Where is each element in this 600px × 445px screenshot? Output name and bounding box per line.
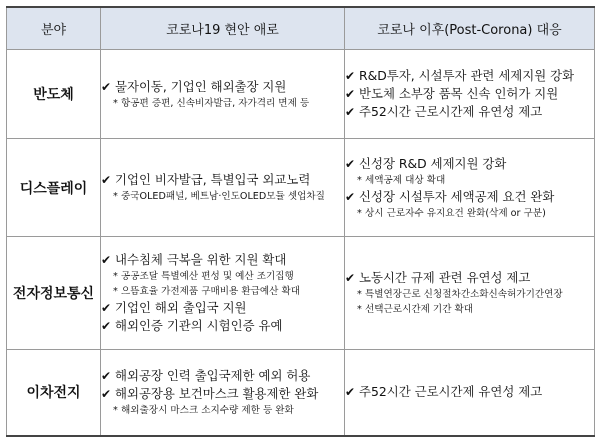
check-icon: ✔ bbox=[345, 156, 356, 171]
check-icon: ✔ bbox=[101, 368, 112, 383]
bullet-item bbox=[345, 103, 594, 121]
sector-label: 디스플레이 bbox=[7, 139, 101, 237]
item-text: 중국OLED패널, 베트남·인도OLED모듈 셋업차질 bbox=[121, 191, 325, 202]
item-text: 물자이동, 기업인 해외출장 지원 bbox=[115, 78, 287, 94]
sector-label: 전자정보통신 bbox=[7, 237, 101, 350]
item-text: 신성장 시설투자 세액공제 요건 완화 bbox=[359, 188, 555, 204]
asterisk-icon: * bbox=[113, 191, 118, 202]
header-row bbox=[7, 7, 595, 50]
item-text: 세액공제 대상 확대 bbox=[365, 174, 446, 186]
bullet-item bbox=[345, 67, 594, 85]
item-text: 반도체 소부장 품목 신속 인허가 지원 bbox=[359, 86, 559, 101]
issues-cell bbox=[101, 139, 345, 237]
item-text: 특별연장근로 신청절차간소화신속허가기간연장 bbox=[365, 289, 563, 300]
item-text: 신성장 R&D 세제지원 강화 bbox=[359, 155, 507, 171]
item-text: 해외인증 기관의 시험인증 유예 bbox=[115, 318, 283, 333]
check-icon: ✔ bbox=[101, 253, 112, 267]
bullet-item bbox=[345, 85, 594, 103]
item-text: 해외공장 인력 출입국제한 예외 허용 bbox=[115, 367, 311, 383]
bullet-item bbox=[101, 317, 344, 335]
check-icon: ✔ bbox=[345, 189, 356, 204]
table-row bbox=[7, 237, 595, 350]
issues-cell bbox=[101, 237, 345, 350]
asterisk-icon: * bbox=[113, 97, 118, 109]
bullet-item bbox=[101, 78, 344, 96]
item-text: 공공조달 특별예산 편성 및 예산 조기집행 bbox=[121, 271, 294, 282]
item-text: R&D투자, 시설투자 관련 세제지원 강화 bbox=[359, 68, 575, 83]
table-row bbox=[7, 350, 595, 436]
responses-cell bbox=[345, 350, 595, 436]
sub-item bbox=[101, 403, 344, 418]
asterisk-icon: * bbox=[357, 207, 362, 219]
sub-item bbox=[101, 284, 344, 299]
sub-item bbox=[345, 206, 594, 221]
item-text: 해외출장시 마스크 소지수량 제한 등 완화 bbox=[121, 404, 294, 416]
sector-label: 반도체 bbox=[7, 50, 101, 139]
responses-cell bbox=[345, 50, 595, 139]
asterisk-icon: * bbox=[113, 404, 118, 416]
item-text: 기업인 비자발급, 특별입국 외교노력 bbox=[115, 172, 311, 187]
asterisk-icon: * bbox=[357, 174, 362, 186]
item-text: 선택근로시간제 기간 확대 bbox=[365, 304, 474, 315]
item-text: 주52시간 근로시간제 유연성 제고 bbox=[359, 384, 543, 400]
responses-cell bbox=[345, 237, 595, 350]
item-text: 주52시간 근로시간제 유연성 제고 bbox=[359, 104, 543, 119]
bullet-item bbox=[101, 385, 344, 403]
check-icon: ✔ bbox=[101, 386, 112, 401]
sub-item bbox=[101, 96, 344, 111]
header-sector: 분야 bbox=[7, 7, 101, 50]
bullet-item bbox=[345, 383, 594, 401]
sector-label: 이차전지 bbox=[7, 350, 101, 436]
item-text: 내수침체 극복을 위한 지원 확대 bbox=[115, 252, 287, 267]
bullet-item bbox=[101, 367, 344, 385]
header-responses: 코로나 이후(Post-Corona) 대응 bbox=[345, 7, 595, 50]
check-icon: ✔ bbox=[345, 87, 356, 101]
check-icon: ✔ bbox=[345, 271, 356, 285]
item-text: 항공편 증편, 신속비자발급, 자가격리 면제 등 bbox=[121, 97, 310, 109]
check-icon: ✔ bbox=[101, 79, 112, 94]
bullet-item bbox=[101, 251, 344, 269]
check-icon: ✔ bbox=[345, 105, 356, 119]
item-text: 기업인 해외 출입국 지원 bbox=[115, 300, 247, 315]
sub-item bbox=[345, 173, 594, 188]
check-icon: ✔ bbox=[345, 69, 356, 83]
check-icon: ✔ bbox=[345, 385, 356, 400]
check-icon: ✔ bbox=[101, 301, 112, 315]
sub-item bbox=[345, 287, 594, 302]
item-text: 해외공장용 보건마스크 활용제한 완화 bbox=[115, 385, 319, 401]
sub-item bbox=[101, 189, 344, 204]
bullet-item bbox=[345, 155, 594, 173]
sub-item bbox=[345, 302, 594, 317]
issues-cell bbox=[101, 50, 345, 139]
bullet-item bbox=[101, 171, 344, 189]
table-row bbox=[7, 50, 595, 139]
item-text: 상시 근로자수 유지요건 완화(삭제 or 구분) bbox=[365, 207, 546, 219]
bullet-item bbox=[345, 188, 594, 206]
check-icon: ✔ bbox=[101, 173, 112, 187]
item-text: 노동시간 규제 관련 유연성 제고 bbox=[359, 270, 531, 285]
issues-cell bbox=[101, 350, 345, 436]
policy-table bbox=[6, 6, 595, 437]
asterisk-icon: * bbox=[357, 304, 362, 315]
asterisk-icon: * bbox=[357, 289, 362, 300]
responses-cell bbox=[345, 139, 595, 237]
sub-item bbox=[101, 269, 344, 284]
asterisk-icon: * bbox=[113, 271, 118, 282]
item-text: 으뜸효율 가전제품 구매비용 환급예산 확대 bbox=[121, 286, 301, 297]
header-issues: 코로나19 현안 애로 bbox=[101, 7, 345, 50]
bullet-item bbox=[101, 299, 344, 317]
bullet-item bbox=[345, 269, 594, 287]
table-row bbox=[7, 139, 595, 237]
check-icon: ✔ bbox=[101, 319, 112, 333]
asterisk-icon: * bbox=[113, 286, 118, 297]
